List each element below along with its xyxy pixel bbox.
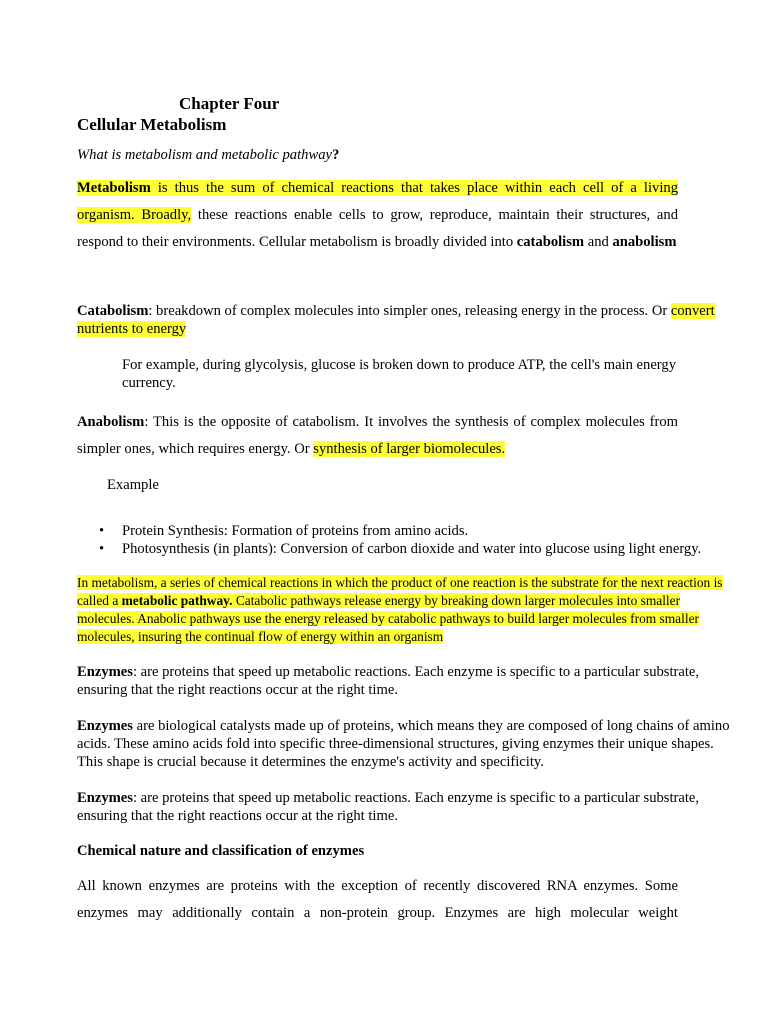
enzymes-paragraph-2 — [77, 717, 737, 771]
enzymes-paragraph-3 — [77, 789, 737, 825]
metabolism-paragraph — [77, 175, 678, 256]
bullet-icon: • — [99, 541, 105, 557]
enzymes-text: are biological catalysts made up of proteins, which means they are composed of long chains of amino acids. These amino acids fold into specific three-dimensional structures, giving enzymes their unique shapes. This shape is crucial because it determines the enzyme's activity and specificity. — [77, 718, 730, 770]
anabolism-paragraph — [77, 409, 678, 463]
pathway-highlight — [77, 575, 723, 644]
enzymes-term: Enzymes — [77, 718, 133, 734]
catabolism-highlight: convert nutrients to energy — [77, 303, 715, 337]
question-heading — [77, 147, 678, 164]
anabolism-term: Anabolism — [77, 414, 145, 430]
metabolism-highlight-text: is thus the sum of chemical reactions that takes place within each cell of a living organism. Broadly, — [77, 180, 678, 223]
list-item — [77, 540, 737, 558]
anabolism-keyword: anabolism — [612, 234, 677, 250]
question-mark: ? — [331, 147, 340, 163]
catabolism-keyword: catabolism — [516, 234, 585, 250]
chapter-title: Cellular Metabolism — [77, 115, 227, 134]
pathway-term: metabolic pathway. — [121, 593, 233, 608]
enzymes-text: : are proteins that speed up metabolic reactions. Each enzyme is specific to a particular substrate, ensuring that the right reactions occur at the right time. — [77, 664, 700, 698]
and-text: and — [584, 234, 613, 250]
section-heading: Chemical nature and classification of enzymes — [77, 843, 365, 859]
catabolism-term: Catabolism — [77, 303, 149, 319]
question-text: What is metabolism and metabolic pathway — [77, 147, 332, 163]
enzymes-paragraph-1 — [77, 663, 737, 699]
anabolism-highlight: synthesis of larger biomolecules. — [313, 441, 506, 457]
catabolism-example: For example, during glycolysis, glucose is broken down to produce ATP, the cell's main energy currency. — [122, 357, 676, 391]
pathway-text-1: In metabolism, a series of chemical reactions in which the product of one reaction is the substrate for the next reaction is called a — [77, 575, 723, 608]
pathway-text-2: Catabolic pathways release energy by breaking down larger molecules into smaller molecules. Anabolic pathways use the energy released by catabolic pathways to build larger molecules from smaller molecules, insuring the continual flow of energy within an organism — [77, 593, 699, 644]
example-label: Example — [107, 477, 159, 493]
enzymes-term: Enzymes — [77, 790, 133, 806]
chapter-number: Chapter Four — [179, 94, 280, 113]
example-list — [77, 522, 737, 558]
list-item — [77, 522, 737, 540]
catabolism-paragraph — [77, 302, 737, 338]
metabolism-term: Metabolism — [77, 180, 151, 196]
list-item-text: Protein Synthesis: Formation of proteins from amino acids. — [122, 523, 469, 539]
enzymes-text: : are proteins that speed up metabolic reactions. Each enzyme is specific to a particular substrate, ensuring that the right reactions occur at the right time. — [77, 790, 700, 824]
pathway-paragraph — [77, 574, 737, 646]
enzymes-nature-paragraph: All known enzymes are proteins with the exception of recently discovered RNA enzymes. Some enzymes may additionally contain a non-protein group. Enzymes are high molecular weight — [77, 878, 678, 921]
catabolism-text: : breakdown of complex molecules into simpler ones, releasing energy in the process. Or — [148, 303, 671, 319]
list-item-text: Photosynthesis (in plants): Conversion of carbon dioxide and water into glucose using light energy. — [122, 541, 702, 557]
anabolism-text: : This is the opposite of catabolism. It involves the synthesis of complex molecules from simpler ones, which requires energy. Or — [77, 414, 678, 457]
metabolism-text: these reactions enable cells to grow, reproduce, maintain their structures, and respond to their environments. Cellular metabolism is broadly divided into — [77, 207, 678, 250]
bullet-icon: • — [99, 523, 105, 539]
enzymes-term: Enzymes — [77, 664, 133, 680]
